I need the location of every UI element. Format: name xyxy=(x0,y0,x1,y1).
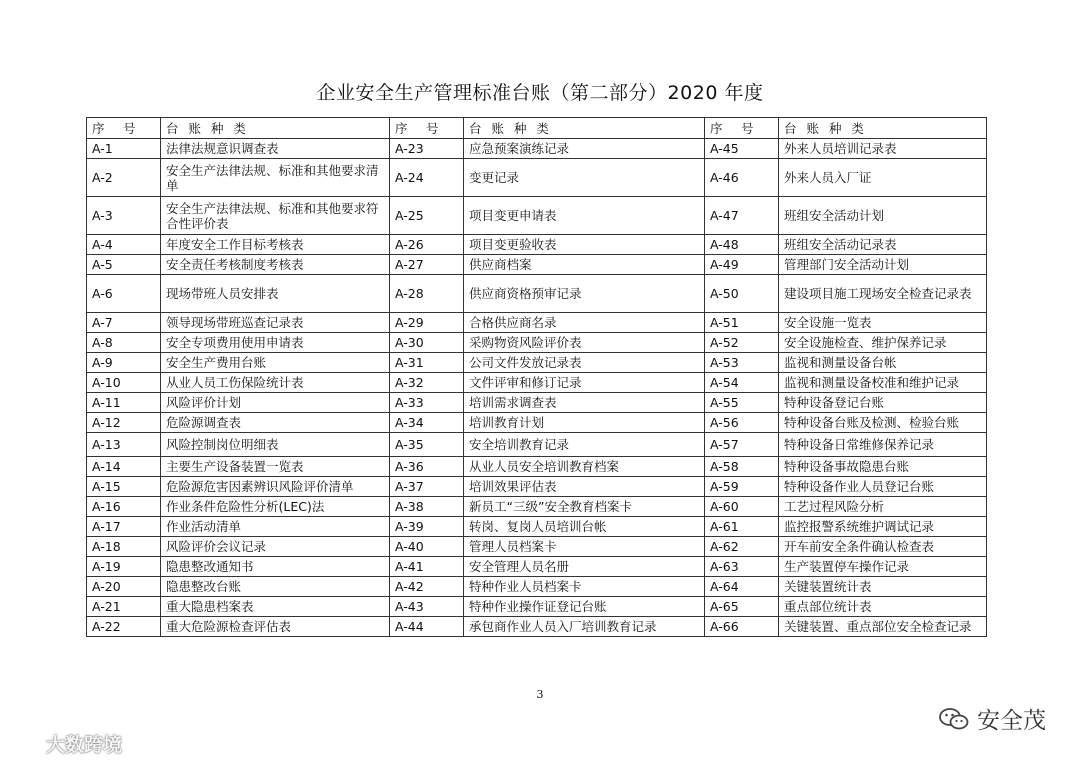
table-row xyxy=(87,413,987,433)
record-code: A-58 xyxy=(705,457,779,477)
record-code: A-14 xyxy=(87,457,161,477)
record-name: 年度安全工作目标考核表 xyxy=(161,235,390,255)
record-name: 隐患整改通知书 xyxy=(161,557,390,577)
record-name: 从业人员工伤保险统计表 xyxy=(161,373,390,393)
header-code: 序 号 xyxy=(705,118,779,139)
record-code: A-56 xyxy=(705,413,779,433)
record-code: A-22 xyxy=(87,617,161,637)
record-code: A-23 xyxy=(390,139,464,159)
record-name: 重点部位统计表 xyxy=(779,597,987,617)
table-row xyxy=(87,275,987,313)
record-code: A-10 xyxy=(87,373,161,393)
record-name: 培训效果评估表 xyxy=(464,477,705,497)
record-name: 工艺过程风险分析 xyxy=(779,497,987,517)
record-name: 安全责任考核制度考核表 xyxy=(161,255,390,275)
record-code: A-21 xyxy=(87,597,161,617)
record-name: 培训教育计划 xyxy=(464,413,705,433)
record-code: A-45 xyxy=(705,139,779,159)
record-code: A-5 xyxy=(87,255,161,275)
record-name: 项目变更申请表 xyxy=(464,197,705,235)
record-name: 项目变更验收表 xyxy=(464,235,705,255)
record-name: 特种设备事故隐患台账 xyxy=(779,457,987,477)
record-code: A-66 xyxy=(705,617,779,637)
record-name: 应急预案演练记录 xyxy=(464,139,705,159)
record-code: A-59 xyxy=(705,477,779,497)
record-name: 安全生产费用台账 xyxy=(161,353,390,373)
record-code: A-32 xyxy=(390,373,464,393)
record-code: A-52 xyxy=(705,333,779,353)
record-code: A-20 xyxy=(87,577,161,597)
record-code: A-47 xyxy=(705,197,779,235)
record-code: A-16 xyxy=(87,497,161,517)
record-name: 班组安全活动计划 xyxy=(779,197,987,235)
table-header-row xyxy=(87,118,987,139)
record-name: 安全管理人员名册 xyxy=(464,557,705,577)
table-row xyxy=(87,197,987,235)
header-name: 台 账 种 类 xyxy=(161,118,390,139)
record-name: 安全设施检查、维护保养记录 xyxy=(779,333,987,353)
record-code: A-2 xyxy=(87,159,161,197)
record-name: 安全专项费用使用申请表 xyxy=(161,333,390,353)
record-code: A-15 xyxy=(87,477,161,497)
record-code: A-4 xyxy=(87,235,161,255)
record-code: A-62 xyxy=(705,537,779,557)
record-name: 风险控制岗位明细表 xyxy=(161,433,390,457)
record-code: A-12 xyxy=(87,413,161,433)
table-row xyxy=(87,477,987,497)
table-row xyxy=(87,537,987,557)
record-name: 危险源危害因素辨识风险评价清单 xyxy=(161,477,390,497)
record-name: 主要生产设备装置一览表 xyxy=(161,457,390,477)
watermark-left-text: 大数跨境 xyxy=(46,734,123,756)
header-code: 序 号 xyxy=(87,118,161,139)
table-row xyxy=(87,557,987,577)
record-code: A-65 xyxy=(705,597,779,617)
watermark-left xyxy=(8,730,122,757)
record-code: A-63 xyxy=(705,557,779,577)
record-name: 变更记录 xyxy=(464,159,705,197)
record-code: A-31 xyxy=(390,353,464,373)
record-code: A-30 xyxy=(390,333,464,353)
record-code: A-27 xyxy=(390,255,464,275)
watermark-right xyxy=(939,702,1046,735)
record-code: A-36 xyxy=(390,457,464,477)
record-code: A-13 xyxy=(87,433,161,457)
record-code: A-6 xyxy=(87,275,161,313)
page-number: 3 xyxy=(536,688,544,701)
header-name: 台 账 种 类 xyxy=(464,118,705,139)
header-name: 台 账 种 类 xyxy=(779,118,987,139)
record-name: 风险评价会议记录 xyxy=(161,537,390,557)
record-code: A-17 xyxy=(87,517,161,537)
record-code: A-33 xyxy=(390,393,464,413)
record-code: A-28 xyxy=(390,275,464,313)
record-code: A-51 xyxy=(705,313,779,333)
record-name: 风险评价计划 xyxy=(161,393,390,413)
record-name: 文件评审和修订记录 xyxy=(464,373,705,393)
record-name: 供应商档案 xyxy=(464,255,705,275)
record-name: 承包商作业人员入厂培训教育记录 xyxy=(464,617,705,637)
record-name: 关键装置统计表 xyxy=(779,577,987,597)
record-code: A-9 xyxy=(87,353,161,373)
record-name: 特种设备台账及检测、检验台账 xyxy=(779,413,987,433)
record-name: 生产装置停车操作记录 xyxy=(779,557,987,577)
record-name: 公司文件发放记录表 xyxy=(464,353,705,373)
record-name: 开车前安全条件确认检查表 xyxy=(779,537,987,557)
record-code: A-50 xyxy=(705,275,779,313)
record-name: 安全生产法律法规、标准和其他要求清单 xyxy=(161,159,390,197)
record-code: A-60 xyxy=(705,497,779,517)
record-name: 特种设备日常维修保养记录 xyxy=(779,433,987,457)
record-name: 管理部门安全活动计划 xyxy=(779,255,987,275)
record-name: 法律法规意识调查表 xyxy=(161,139,390,159)
record-code: A-24 xyxy=(390,159,464,197)
record-code: A-57 xyxy=(705,433,779,457)
table-row xyxy=(87,433,987,457)
table-row xyxy=(87,139,987,159)
record-code: A-1 xyxy=(87,139,161,159)
record-code: A-8 xyxy=(87,333,161,353)
record-name: 作业条件危险性分析(LEC)法 xyxy=(161,497,390,517)
record-code: A-54 xyxy=(705,373,779,393)
record-code: A-41 xyxy=(390,557,464,577)
record-code: A-43 xyxy=(390,597,464,617)
table-row xyxy=(87,373,987,393)
record-name: 班组安全活动记录表 xyxy=(779,235,987,255)
record-code: A-35 xyxy=(390,433,464,457)
record-name: 监控报警系统维护调试记录 xyxy=(779,517,987,537)
table-row xyxy=(87,617,987,637)
page-title: 企业安全生产管理标准台账（第二部分）2020 年度 xyxy=(316,82,764,104)
record-code: A-44 xyxy=(390,617,464,637)
record-name: 现场带班人员安排表 xyxy=(161,275,390,313)
table-row xyxy=(87,393,987,413)
record-code: A-29 xyxy=(390,313,464,333)
record-name: 隐患整改台账 xyxy=(161,577,390,597)
table-row xyxy=(87,159,987,197)
record-code: A-25 xyxy=(390,197,464,235)
record-code: A-26 xyxy=(390,235,464,255)
record-name: 转岗、复岗人员培训台帐 xyxy=(464,517,705,537)
record-code: A-46 xyxy=(705,159,779,197)
record-name: 特种作业人员档案卡 xyxy=(464,577,705,597)
record-name: 监视和测量设备校准和维护记录 xyxy=(779,373,987,393)
record-code: A-38 xyxy=(390,497,464,517)
record-code: A-53 xyxy=(705,353,779,373)
record-code: A-40 xyxy=(390,537,464,557)
record-code: A-55 xyxy=(705,393,779,413)
record-code: A-19 xyxy=(87,557,161,577)
record-code: A-42 xyxy=(390,577,464,597)
record-name: 安全培训教育记录 xyxy=(464,433,705,457)
header-code: 序 号 xyxy=(390,118,464,139)
record-name: 外来人员入厂证 xyxy=(779,159,987,197)
table-row xyxy=(87,333,987,353)
record-name: 特种设备作业人员登记台账 xyxy=(779,477,987,497)
record-code: A-64 xyxy=(705,577,779,597)
ledger-table xyxy=(86,117,987,637)
record-name: 特种设备登记台账 xyxy=(779,393,987,413)
record-code: A-34 xyxy=(390,413,464,433)
wechat-icon xyxy=(939,707,969,731)
record-code: A-39 xyxy=(390,517,464,537)
record-name: 重大隐患档案表 xyxy=(161,597,390,617)
record-name: 管理人员档案卡 xyxy=(464,537,705,557)
record-name: 作业活动清单 xyxy=(161,517,390,537)
record-name: 新员工“三级”安全教育档案卡 xyxy=(464,497,705,517)
record-name: 从业人员安全培训教育档案 xyxy=(464,457,705,477)
record-name: 关键装置、重点部位安全检查记录 xyxy=(779,617,987,637)
record-name: 合格供应商名录 xyxy=(464,313,705,333)
record-code: A-37 xyxy=(390,477,464,497)
table-row xyxy=(87,577,987,597)
record-code: A-61 xyxy=(705,517,779,537)
record-name: 安全设施一览表 xyxy=(779,313,987,333)
record-code: A-7 xyxy=(87,313,161,333)
watermark-right-text: 安全茂 xyxy=(977,708,1046,734)
record-name: 建设项目施工现场安全检查记录表 xyxy=(779,275,987,313)
table-row xyxy=(87,497,987,517)
record-name: 安全生产法律法规、标准和其他要求符合性评价表 xyxy=(161,197,390,235)
record-name: 采购物资风险评价表 xyxy=(464,333,705,353)
record-name: 重大危险源检查评估表 xyxy=(161,617,390,637)
record-name: 危险源调查表 xyxy=(161,413,390,433)
record-name: 监视和测量设备台帐 xyxy=(779,353,987,373)
record-code: A-3 xyxy=(87,197,161,235)
table-row xyxy=(87,457,987,477)
table-row xyxy=(87,235,987,255)
record-code: A-48 xyxy=(705,235,779,255)
table-row xyxy=(87,255,987,275)
table-row xyxy=(87,353,987,373)
record-name: 特种作业操作证登记台账 xyxy=(464,597,705,617)
record-code: A-49 xyxy=(705,255,779,275)
record-code: A-11 xyxy=(87,393,161,413)
record-code: A-18 xyxy=(87,537,161,557)
record-name: 外来人员培训记录表 xyxy=(779,139,987,159)
logo-icon xyxy=(8,733,40,755)
record-name: 供应商资格预审记录 xyxy=(464,275,705,313)
table-row xyxy=(87,517,987,537)
table-row xyxy=(87,313,987,333)
record-name: 培训需求调查表 xyxy=(464,393,705,413)
record-name: 领导现场带班巡查记录表 xyxy=(161,313,390,333)
table-row xyxy=(87,597,987,617)
